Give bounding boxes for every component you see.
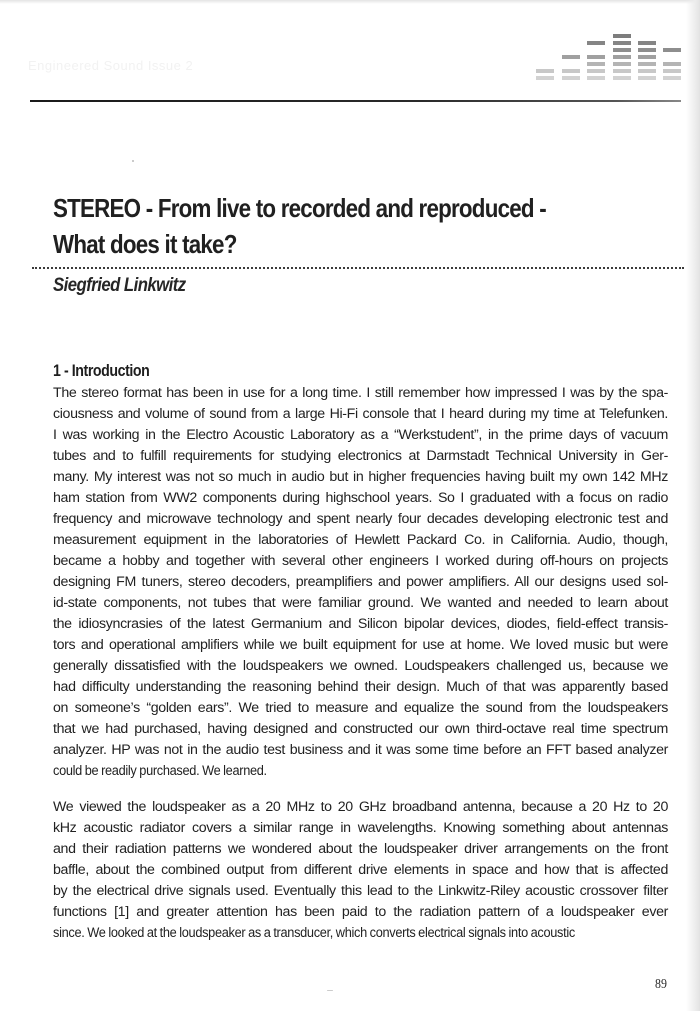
equalizer-bar [613, 55, 631, 59]
paragraph-2 [53, 797, 668, 944]
paragraph-line: many. My interest was not so much in audio but in higher frequencies having built my own 142 MHz [53, 469, 668, 485]
article-title [53, 190, 546, 262]
paragraph-line: and their radiation patterns we wondered about the loudspeaker driver arrangements on the front [53, 841, 668, 857]
equalizer-bar [663, 69, 681, 73]
equalizer-bar [663, 48, 681, 52]
equalizer-bar [638, 76, 656, 80]
article-title-line-1: STEREO - From live to recorded and reproduced - [53, 193, 546, 223]
equalizer-graphic [0, 0, 700, 100]
equalizer-bar [638, 69, 656, 73]
equalizer-bar [587, 41, 605, 45]
paragraph-line: frequency and microwave technology and spent nearly four decades developing electronic test and [53, 511, 668, 527]
equalizer-bar [562, 55, 580, 59]
paragraph-line: The stereo format has been in use for a long time. I still remember how impressed I was by the spa- [53, 385, 668, 401]
equalizer-bar [613, 62, 631, 66]
section-heading: 1 - Introduction [53, 362, 150, 380]
header-rule [30, 100, 681, 102]
paragraph-line: the idiosyncrasies of the latest Germanium and Silicon bipolar devices, diodes, field-effect transis- [53, 616, 668, 632]
paragraph-line: I was working in the Electro Acoustic Laboratory as a “Werkstudent”, in the prime days of vacuum [53, 427, 668, 443]
page-number: 89 [655, 977, 667, 992]
equalizer-bar [663, 76, 681, 80]
equalizer-bar [587, 69, 605, 73]
paragraph-line: analyzer. HP was not in the audio test business and it was some time before an FFT based analyzer [53, 742, 668, 758]
equalizer-bar [638, 48, 656, 52]
paragraph-line: kHz acoustic radiator covers a similar range in wavelengths. Knowing something about antennas [53, 820, 668, 836]
equalizer-bar [613, 48, 631, 52]
equalizer-bar [562, 76, 580, 80]
paragraph-line: since. We looked at the loudspeaker as a transducer, which converts electrical signals into acoustic [53, 925, 575, 941]
equalizer-bar [587, 76, 605, 80]
article-title-line-2: What does it take? [53, 229, 237, 259]
scan-edge-shadow-right [686, 0, 700, 1011]
paragraph-line: could be readily purchased. We learned. [53, 763, 267, 779]
paragraph-line: ham station from WW2 components during highschool years. So I graduated with a focus on radio [53, 490, 668, 506]
equalizer-bar [587, 62, 605, 66]
equalizer-bar [638, 62, 656, 66]
paragraph-line: measurement equipment in the laboratories of Hewlett Packard Co. in California. Audio, though, [53, 532, 668, 548]
paragraph-line: id-state components, not tubes that were familiar ground. We wanted and needed to learn about [53, 595, 668, 611]
paragraph-line: We viewed the loudspeaker as a 20 MHz to 20 GHz broadband antenna, because a 20 Hz to 20 [53, 799, 668, 815]
paragraph-line: generally dissatisfied with the loudspeakers we owned. Loudspeakers challenged us, because we [53, 658, 668, 674]
equalizer-bar [536, 76, 554, 80]
equalizer-bar [587, 55, 605, 59]
equalizer-bar [613, 34, 631, 38]
author-name: Siegfried Linkwitz [53, 275, 186, 296]
paragraph-line: became a hobby and together with several other engineers I worked during off-hours on projects [53, 553, 668, 569]
paragraph-line: tubes and to fulfill requirements for studying electronics at Darmstadt Technical University in Ger- [53, 448, 668, 464]
paragraph-line: on someone’s “golden ears”. We tried to measure and equalize the sound from the loudspeakers [53, 700, 668, 716]
equalizer-bar [613, 76, 631, 80]
running-head: Engineered Sound Issue 2 [28, 58, 194, 73]
paragraph-line: by the electrical drive signals used. Eventually this lead to the Linkwitz-Riley acoustic crossover filter [53, 883, 668, 899]
equalizer-bar [638, 41, 656, 45]
equalizer-bar [562, 69, 580, 73]
paragraph-line: baffle, about the combined output from different drive elements in space and how that is affected [53, 862, 668, 878]
scan-speck [327, 990, 333, 991]
equalizer-bar [638, 55, 656, 59]
paragraph-line: had difficulty understanding the reasoning behind their design. Much of that was apparently based [53, 679, 668, 695]
paragraph-line: that we had purchased, having designed and constructed our own third-octave real time spectrum [53, 721, 668, 737]
paragraph-line: designing FM tuners, stereo decoders, preamplifiers and power amplifiers. All our designs used sol- [53, 574, 668, 590]
paragraph-line: tors and operational amplifiers while we built equipment for use at home. We loved music but were [53, 637, 668, 653]
paragraph-line: functions [1] and greater attention has been paid to the radiation pattern of a loudspeaker ever [53, 904, 668, 920]
paragraph-1 [53, 383, 668, 782]
paragraph-line: ciousness and volume of sound from a large Hi-Fi console that I heard during my time at Telefunken. [53, 406, 668, 422]
equalizer-bar [613, 69, 631, 73]
equalizer-bar [613, 41, 631, 45]
scan-speck [132, 160, 134, 162]
equalizer-bar [536, 69, 554, 73]
equalizer-bar [663, 62, 681, 66]
dotted-rule [32, 267, 684, 269]
